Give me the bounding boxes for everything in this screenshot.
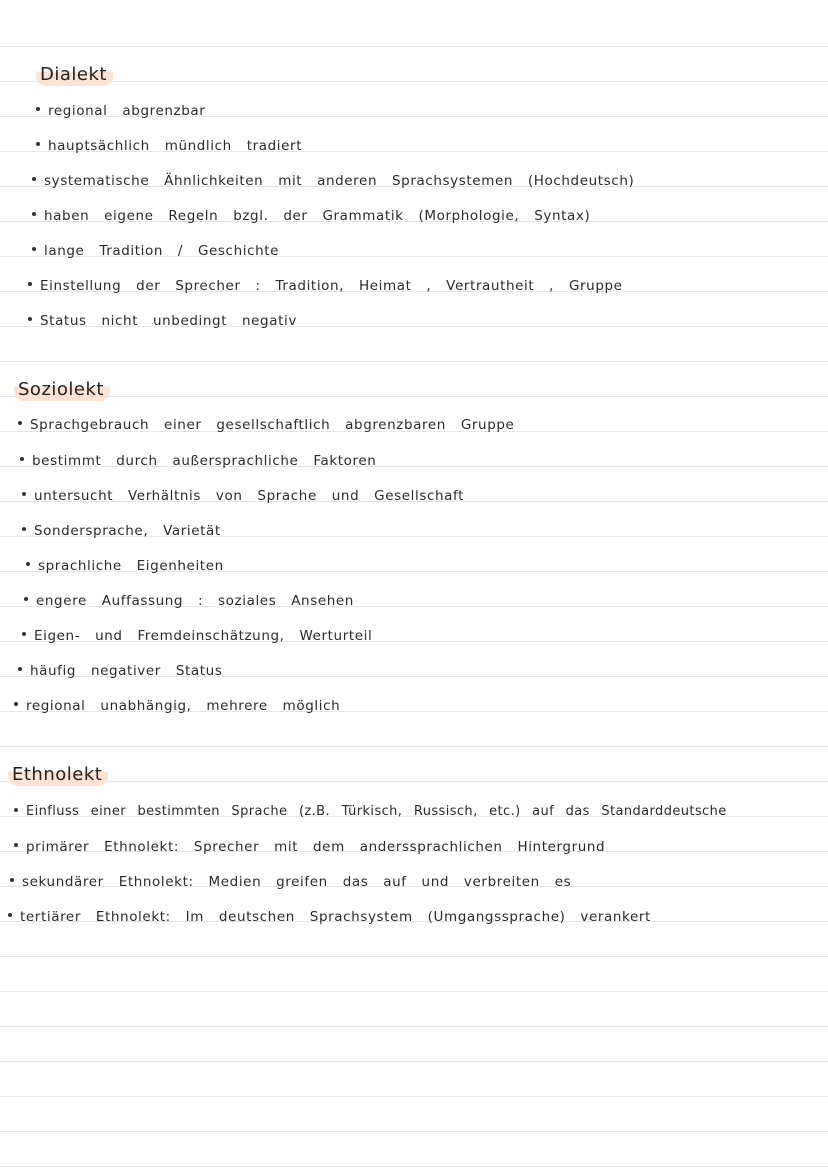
list-item-text: regional abgrenzbar: [48, 103, 206, 119]
bullet-icon: [28, 317, 32, 321]
bullet-icon: [18, 421, 22, 425]
list-item-text: Status nicht unbedingt negativ: [40, 313, 297, 329]
list-item: [32, 207, 590, 225]
list-item: [8, 908, 651, 926]
list-item: [14, 838, 605, 856]
list-item: [28, 312, 297, 330]
bullet-icon: [10, 878, 14, 882]
list-item-text: systematische Ähnlichkeiten mit anderen Sprachsystemen (Hochdeutsch): [44, 173, 635, 189]
bullet-icon: [14, 808, 18, 812]
bullet-icon: [28, 282, 32, 286]
bullet-icon: [18, 667, 22, 671]
bullet-icon: [26, 562, 30, 566]
list-item-text: lange Tradition / Geschichte: [44, 243, 280, 259]
bullet-icon: [32, 212, 36, 216]
bullet-icon: [36, 107, 40, 111]
list-item-text: Einstellung der Sprecher : Tradition, Heimat , Vertrautheit , Gruppe: [40, 278, 623, 294]
list-item-text: hauptsächlich mündlich tradiert: [48, 138, 303, 154]
list-item-text: sekundärer Ethnolekt: Medien greifen das auf und verbreiten es: [22, 874, 572, 890]
list-item: [24, 592, 354, 610]
list-item: [14, 697, 340, 715]
list-item: [28, 277, 623, 295]
list-item: [14, 803, 727, 821]
list-item-text: Sondersprache, Varietät: [34, 523, 221, 539]
list-item-text: primärer Ethnolekt: Sprecher mit dem anderssprachlichen Hintergrund: [26, 839, 606, 855]
section-title: Soziolekt: [14, 379, 110, 401]
list-item: [22, 522, 221, 540]
list-item-text: Sprachgebrauch einer gesellschaftlich abgrenzbaren Gruppe: [30, 417, 515, 433]
list-item-text: Einfluss einer bestimmten Sprache (z.B. Türkisch, Russisch, etc.) auf das Standarddeutsche: [26, 804, 727, 819]
list-item: [36, 137, 302, 155]
list-item: [18, 662, 222, 680]
bullet-icon: [22, 492, 26, 496]
list-item-text: haben eigene Regeln bzgl. der Grammatik (Morphologie, Syntax): [44, 208, 591, 224]
list-item-text: untersucht Verhältnis von Sprache und Gesellschaft: [34, 488, 465, 504]
list-item: [32, 172, 634, 190]
list-item-text: sprachliche Eigenheiten: [38, 558, 224, 574]
bullet-icon: [22, 527, 26, 531]
list-item-text: bestimmt durch außersprachliche Faktoren: [32, 453, 377, 469]
list-item: [26, 557, 224, 575]
list-item: [20, 452, 376, 470]
bullet-icon: [32, 177, 36, 181]
bullet-icon: [8, 913, 12, 917]
list-item: [22, 627, 372, 645]
list-item-text: häufig negativer Status: [30, 663, 223, 679]
list-item: [36, 102, 205, 120]
list-item-text: regional unabhängig, mehrere möglich: [26, 698, 341, 714]
list-item: [18, 416, 514, 434]
list-item: [22, 487, 464, 505]
list-item-text: engere Auffassung : soziales Ansehen: [36, 593, 354, 609]
list-item: [10, 873, 571, 891]
bullet-icon: [14, 843, 18, 847]
bullet-icon: [20, 457, 24, 461]
bullet-icon: [22, 632, 26, 636]
list-item: [32, 242, 279, 260]
bullet-icon: [14, 702, 18, 706]
section-title: Dialekt: [36, 64, 113, 86]
section-title: Ethnolekt: [8, 764, 108, 786]
bullet-icon: [24, 597, 28, 601]
list-item-text: Eigen- und Fremdeinschätzung, Werturteil: [34, 628, 373, 644]
bullet-icon: [32, 247, 36, 251]
bullet-icon: [36, 142, 40, 146]
list-item-text: tertiärer Ethnolekt: Im deutschen Sprachsystem (Umgangssprache) verankert: [20, 909, 651, 925]
